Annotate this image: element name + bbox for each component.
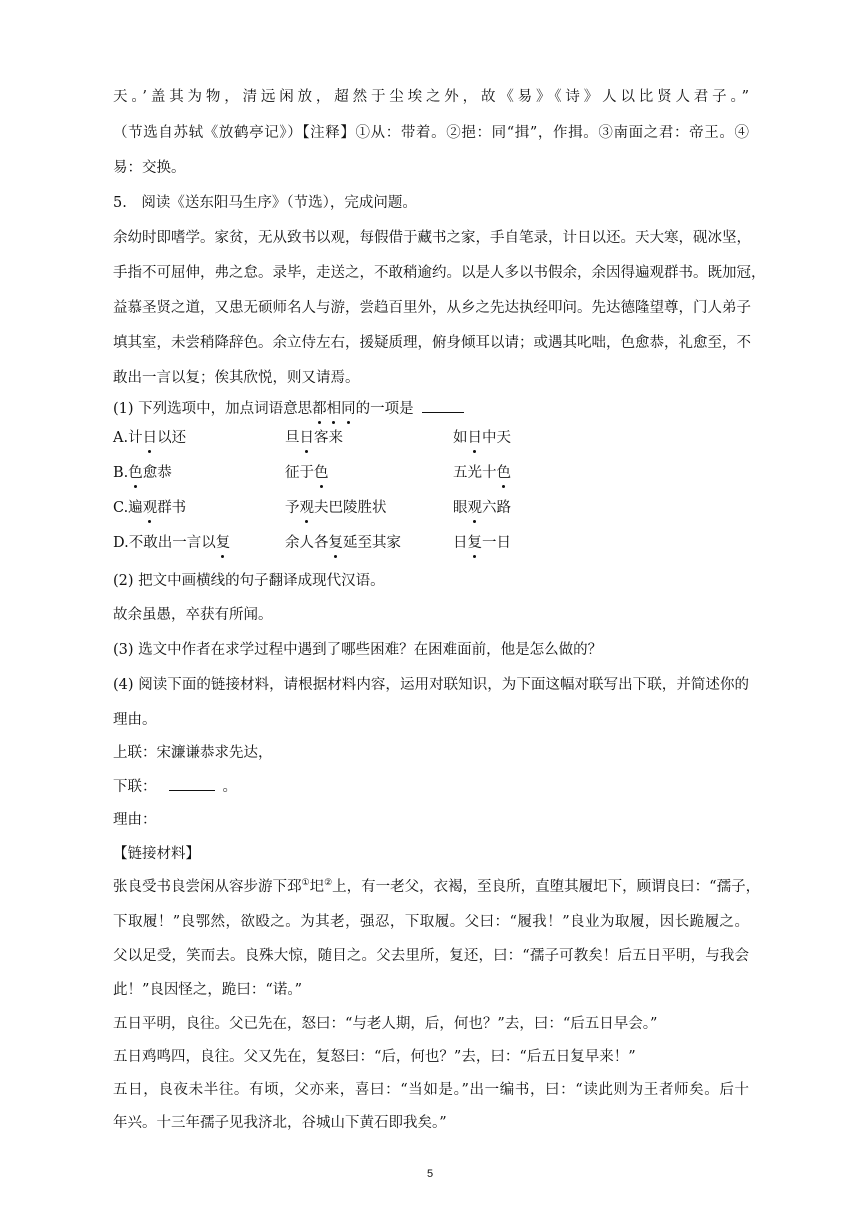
dotted-char: 复 [467, 535, 482, 551]
dotted-char: 相 [326, 401, 342, 417]
dotted-char: 观 [299, 500, 314, 516]
sentence-to-translate: 故余虽愚，卒获有所闻。 [113, 607, 273, 623]
material-line: 五日，良夜未半往。有顷，父亦来，喜曰：“当如是。”出一编书，曰：“读此则为王者师矣。后十 [113, 1082, 749, 1098]
material-line: 父以足受，笑而去。良殊大惊，随目之。父去里所，复还，曰：“孺子可教矣！后五日平明，与我会 [113, 948, 749, 964]
passage-line: 敢出一言以复；俟其欣悦，则又请焉。 [113, 370, 360, 386]
option-c-3: 眼观六路 [453, 500, 511, 516]
option-d-2: 余人各复延至其家 [285, 535, 401, 551]
reason-label: 理由： [113, 812, 157, 828]
couplet-lower: 下联： 。 [113, 776, 237, 797]
q1-prefix: (1) 下列选项中，加点词语意思 [113, 401, 313, 417]
question-5-title: 5. 阅读《送东阳马生序》（节选），完成问题。 [113, 195, 417, 211]
option-c-1: C.遍观群书 [113, 500, 187, 516]
dotted-char: 观 [142, 500, 158, 516]
dotted-char: 复 [215, 535, 231, 551]
page-number: 5 [426, 1168, 434, 1180]
passage-line: 填其室，未尝稍降辞色。余立侍左右，援疑质理，俯身倾耳以请；或遇其叱咄，色愈恭，礼愈至，不 [113, 335, 751, 351]
dotted-char: 日 [142, 430, 158, 446]
sub-question-1 [113, 398, 464, 419]
option-b-3: 五光十色 [453, 465, 511, 481]
passage-line: 手指不可屈伸，弗之怠。录毕，走送之，不敢稍逾约。以是人多以书假余，余因得遍观群书。既加冠， [113, 265, 766, 281]
option-d-1: D.不敢出一言以复 [113, 535, 231, 551]
material-line: 五日平明，良往。父已先在，怒曰：“与老人期，后，何也？”去，曰：“后五日早会。” [113, 1016, 658, 1032]
material-line: 此！”良因怪之，跪曰：“诺。” [113, 982, 302, 998]
dotted-char: 色 [314, 465, 329, 481]
passage-line: 余幼时即嗜学。家贫，无从致书以观，每假借于藏书之家，手自笔录，计日以还。天大寒，砚冰坚， [113, 230, 751, 246]
annotation-line: 易：交换。 [113, 160, 186, 176]
sub-question-3: (3) 选文中作者在求学过程中遇到了哪些困难？在困难面前，他是怎么做的？ [113, 642, 603, 658]
q1-suffix: 的一项是 [355, 401, 414, 417]
option-c-2: 予观夫巴陵胜状 [285, 500, 387, 516]
answer-blank[interactable] [422, 398, 464, 413]
option-d-3: 日复一日 [453, 535, 511, 551]
option-b-2: 征于色 [285, 465, 329, 481]
option-a-2: 旦日客来 [285, 430, 343, 446]
option-a-1: A.计日以还 [113, 430, 187, 446]
couplet-upper: 上联：宋濂谦恭求先达， [113, 745, 273, 761]
link-material-title: 【链接材料】 [113, 846, 200, 862]
material-line: 下取履！”良鄂然，欲殴之。为其老，强忍，下取履。父曰：“履我！”良业为取履，因长跪履之。 [113, 914, 749, 930]
option-b-1: B.色愈恭 [113, 465, 172, 481]
material-line: 张良受书良尝闲从容步游下邳①圯②上，有一老父，衣褐，至良所，直堕其履圯下，顾谓良曰：“孺子， [113, 878, 761, 895]
sub-question-2: (2) 把文中画横线的句子翻译成现代汉语。 [113, 573, 385, 589]
dotted-char: 同 [341, 401, 356, 417]
dotted-char: 都 [312, 401, 327, 417]
annotation-line: （节选自苏轼《放鹤亭记》）【注释】①从：带着。②挹：同“揖”，作揖。③南面之君：帝王。④ [113, 125, 749, 141]
passage-line: 益慕圣贤之道，又患无硕师名人与游，尝趋百里外，从乡之先达执经叩问。先达德隆望尊，门人弟子 [113, 300, 751, 316]
dotted-char: 色 [128, 465, 143, 481]
dotted-char: 色 [496, 465, 511, 481]
sub-question-4-cont: 理由。 [113, 712, 157, 728]
dotted-char: 复 [328, 535, 343, 551]
dotted-char: 观 [467, 500, 482, 516]
option-a-3: 如日中天 [453, 430, 511, 446]
dotted-char: 日 [299, 430, 314, 446]
sub-question-4: (4) 阅读下面的链接材料，请根据材料内容，运用对联知识，为下面这幅对联写出下联，并简述你的 [113, 677, 749, 693]
answer-blank[interactable] [169, 776, 215, 791]
text-line: 天。’盖其为物，清远闲放，超然于尘埃之外，故《易》《诗》人以比贤人君子。” [113, 89, 749, 105]
material-line: 五日鸡鸣四，良往。父又先在，复怒曰：“后，何也？”去，曰：“后五日复早来！” [113, 1049, 636, 1065]
material-line: 年兴。十三年孺子见我济北，谷城山下黄石即我矣。” [113, 1115, 447, 1131]
dotted-char: 日 [467, 430, 482, 446]
